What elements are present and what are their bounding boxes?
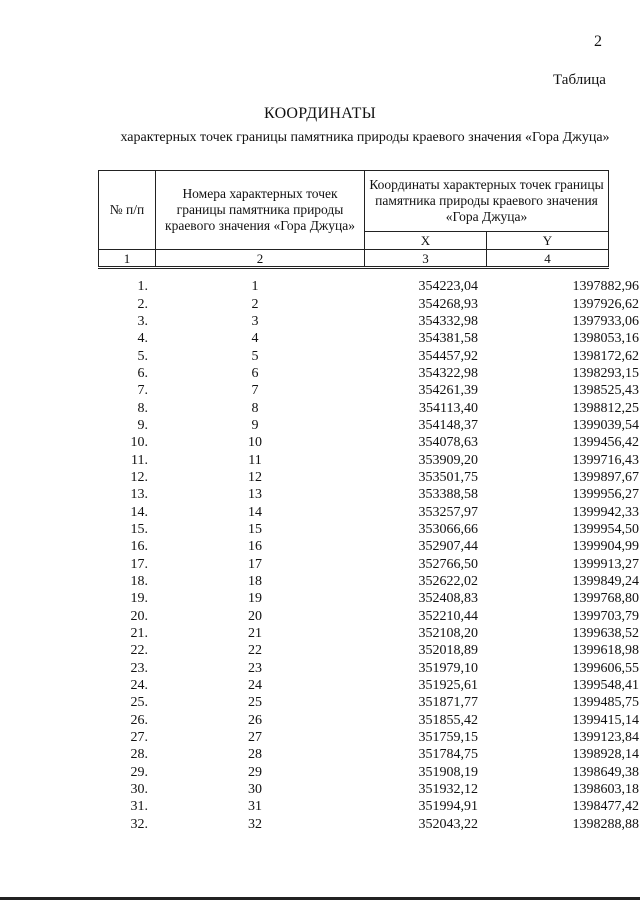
row-point-number: 16 — [248, 539, 262, 555]
row-point-number: 32 — [248, 816, 262, 832]
row-index: 17. — [130, 556, 148, 572]
table-row — [98, 590, 640, 607]
row-index: 21. — [130, 626, 148, 642]
row-index: 12. — [130, 469, 148, 485]
row-point-number: 19 — [248, 591, 262, 607]
table-row — [98, 521, 640, 538]
table-row — [98, 469, 640, 486]
row-index: 32. — [130, 816, 148, 832]
row-x-coordinate: 353501,75 — [418, 469, 478, 485]
row-x-coordinate: 352210,44 — [418, 608, 478, 624]
row-point-number: 21 — [248, 626, 262, 642]
row-y-coordinate: 1399897,67 — [572, 469, 639, 485]
row-x-coordinate: 352766,50 — [418, 556, 478, 572]
table-row — [98, 694, 640, 711]
row-point-number: 5 — [251, 348, 259, 364]
row-x-coordinate: 351759,15 — [418, 730, 478, 746]
row-x-coordinate: 351871,77 — [418, 695, 478, 711]
row-x-coordinate: 352622,02 — [418, 574, 478, 590]
row-y-coordinate: 1399849,24 — [572, 574, 639, 590]
row-index: 10. — [130, 435, 148, 451]
row-index: 20. — [130, 608, 148, 624]
table-row — [98, 573, 640, 590]
row-index: 24. — [130, 678, 148, 694]
row-index: 6. — [137, 365, 148, 381]
table-row — [98, 556, 640, 573]
table-row — [98, 764, 640, 781]
row-index: 23. — [130, 660, 148, 676]
row-point-number: 28 — [248, 747, 262, 763]
row-y-coordinate: 1399606,55 — [572, 660, 639, 676]
header-x: X — [365, 232, 487, 250]
row-y-coordinate: 1399703,79 — [572, 608, 639, 624]
row-index: 28. — [130, 747, 148, 763]
row-point-number: 17 — [248, 556, 262, 572]
header-y: Y — [487, 232, 609, 250]
row-index: 29. — [130, 764, 148, 780]
table-row — [98, 347, 640, 364]
row-point-number: 6 — [251, 365, 259, 381]
row-y-coordinate: 1399956,27 — [572, 487, 639, 503]
bottom-rule — [0, 897, 640, 900]
row-y-coordinate: 1399716,43 — [572, 452, 639, 468]
table-row — [98, 330, 640, 347]
row-y-coordinate: 1398649,38 — [572, 764, 639, 780]
row-y-coordinate: 1399618,98 — [572, 643, 639, 659]
row-y-coordinate: 1399039,54 — [572, 417, 639, 433]
row-x-coordinate: 351932,12 — [418, 782, 478, 798]
row-x-coordinate: 352018,89 — [418, 643, 478, 659]
header-coordinates: Координаты характерных точек границы памятника природы краевого значения «Гора Джуца» — [365, 171, 609, 232]
row-y-coordinate: 1399954,50 — [572, 521, 639, 537]
row-y-coordinate: 1399913,27 — [572, 556, 639, 572]
row-index: 9. — [137, 417, 148, 433]
table-row — [98, 503, 640, 520]
row-x-coordinate: 351855,42 — [418, 712, 478, 728]
row-y-coordinate: 1398525,43 — [572, 383, 639, 399]
row-y-coordinate: 1398477,42 — [572, 799, 639, 815]
row-x-coordinate: 354223,04 — [418, 279, 478, 295]
row-index: 27. — [130, 730, 148, 746]
row-y-coordinate: 1398812,25 — [572, 400, 639, 416]
row-x-coordinate: 354261,39 — [418, 383, 478, 399]
row-point-number: 3 — [251, 313, 259, 329]
row-y-coordinate: 1399123,84 — [572, 730, 639, 746]
row-point-number: 13 — [248, 487, 262, 503]
coordinates-table-body — [98, 278, 640, 833]
row-index: 14. — [130, 504, 148, 520]
row-index: 1. — [137, 279, 148, 295]
row-point-number: 30 — [248, 782, 262, 798]
row-y-coordinate: 1399638,52 — [572, 626, 639, 642]
table-row — [98, 486, 640, 503]
row-y-coordinate: 1397926,62 — [572, 296, 639, 312]
row-y-coordinate: 1399415,14 — [572, 712, 639, 728]
header-index: № п/п — [99, 171, 156, 250]
row-x-coordinate: 354322,98 — [418, 365, 478, 381]
row-index: 22. — [130, 643, 148, 659]
row-index: 15. — [130, 521, 148, 537]
row-y-coordinate: 1398928,14 — [572, 747, 639, 763]
row-y-coordinate: 1399485,75 — [572, 695, 639, 711]
row-point-number: 8 — [251, 400, 259, 416]
row-index: 31. — [130, 799, 148, 815]
row-point-number: 31 — [248, 799, 262, 815]
header-num-2: 2 — [156, 250, 365, 268]
row-y-coordinate: 1398053,16 — [572, 331, 639, 347]
table-row — [98, 365, 640, 382]
row-x-coordinate: 353388,58 — [418, 487, 478, 503]
row-index: 5. — [137, 348, 148, 364]
row-y-coordinate: 1397882,96 — [572, 279, 639, 295]
row-y-coordinate: 1399548,41 — [572, 678, 639, 694]
row-index: 7. — [137, 383, 148, 399]
row-x-coordinate: 351994,91 — [418, 799, 478, 815]
row-point-number: 23 — [248, 660, 262, 676]
row-point-number: 2 — [251, 296, 259, 312]
row-index: 2. — [137, 296, 148, 312]
row-y-coordinate: 1399768,80 — [572, 591, 639, 607]
document-subtitle: характерных точек границы памятника природы краевого значения «Гора Джуца» — [120, 130, 610, 145]
table-row — [98, 434, 640, 451]
table-row — [98, 295, 640, 312]
row-point-number: 26 — [248, 712, 262, 728]
table-row — [98, 313, 640, 330]
row-index: 8. — [137, 400, 148, 416]
row-point-number: 1 — [251, 279, 259, 295]
table-row — [98, 451, 640, 468]
row-index: 4. — [137, 331, 148, 347]
row-y-coordinate: 1399942,33 — [572, 504, 639, 520]
row-point-number: 18 — [248, 574, 262, 590]
table-row — [98, 538, 640, 555]
row-point-number: 15 — [248, 521, 262, 537]
table-row — [98, 816, 640, 833]
table-row — [98, 399, 640, 416]
row-y-coordinate: 1397933,06 — [572, 313, 639, 329]
document-title: КООРДИНАТЫ — [264, 105, 376, 122]
table-caption: Таблица — [553, 72, 606, 88]
row-x-coordinate: 354148,37 — [418, 417, 478, 433]
table-row — [98, 642, 640, 659]
row-x-coordinate: 353909,20 — [418, 452, 478, 468]
row-x-coordinate: 351925,61 — [418, 678, 478, 694]
row-index: 16. — [130, 539, 148, 555]
row-y-coordinate: 1398288,88 — [572, 816, 639, 832]
header-point-numbers: Номера характерных точек границы памятника природы краевого значения «Гора Джуца» — [156, 171, 365, 250]
row-point-number: 4 — [251, 331, 259, 347]
table-row — [98, 625, 640, 642]
row-x-coordinate: 354268,93 — [418, 296, 478, 312]
row-index: 13. — [130, 487, 148, 503]
row-point-number: 14 — [248, 504, 262, 520]
row-point-number: 25 — [248, 695, 262, 711]
header-num-4: 4 — [487, 250, 609, 268]
row-index: 26. — [130, 712, 148, 728]
row-y-coordinate: 1398172,62 — [572, 348, 639, 364]
row-index: 19. — [130, 591, 148, 607]
row-index: 11. — [131, 452, 148, 468]
row-x-coordinate: 351979,10 — [418, 660, 478, 676]
table-row — [98, 417, 640, 434]
row-point-number: 24 — [248, 678, 262, 694]
header-num-3: 3 — [365, 250, 487, 268]
table-row — [98, 278, 640, 295]
table-row — [98, 729, 640, 746]
row-point-number: 22 — [248, 643, 262, 659]
table-row — [98, 798, 640, 815]
row-x-coordinate: 351908,19 — [418, 764, 478, 780]
row-x-coordinate: 354078,63 — [418, 435, 478, 451]
row-index: 25. — [130, 695, 148, 711]
table-row — [98, 746, 640, 763]
row-index: 18. — [130, 574, 148, 590]
row-y-coordinate: 1398293,15 — [572, 365, 639, 381]
row-x-coordinate: 352108,20 — [418, 626, 478, 642]
row-x-coordinate: 354381,58 — [418, 331, 478, 347]
row-y-coordinate: 1399456,42 — [572, 435, 639, 451]
row-point-number: 20 — [248, 608, 262, 624]
row-point-number: 9 — [251, 417, 259, 433]
row-x-coordinate: 351784,75 — [418, 747, 478, 763]
row-x-coordinate: 353257,97 — [418, 504, 478, 520]
row-x-coordinate: 354332,98 — [418, 313, 478, 329]
row-index: 3. — [137, 313, 148, 329]
row-x-coordinate: 352043,22 — [418, 816, 478, 832]
table-row — [98, 382, 640, 399]
row-index: 30. — [130, 782, 148, 798]
table-row — [98, 781, 640, 798]
row-point-number: 11 — [248, 452, 262, 468]
table-row — [98, 712, 640, 729]
row-point-number: 27 — [248, 730, 262, 746]
row-point-number: 10 — [248, 435, 262, 451]
row-y-coordinate: 1399904,99 — [572, 539, 639, 555]
coordinates-table-header — [98, 170, 609, 269]
page-number: 2 — [594, 33, 602, 50]
row-x-coordinate: 354113,40 — [419, 400, 478, 416]
row-point-number: 29 — [248, 764, 262, 780]
table-row — [98, 660, 640, 677]
row-point-number: 12 — [248, 469, 262, 485]
row-x-coordinate: 352907,44 — [418, 539, 478, 555]
row-point-number: 7 — [251, 383, 259, 399]
header-num-1: 1 — [99, 250, 156, 268]
row-x-coordinate: 352408,83 — [418, 591, 478, 607]
row-y-coordinate: 1398603,18 — [572, 782, 639, 798]
row-x-coordinate: 354457,92 — [418, 348, 478, 364]
table-row — [98, 677, 640, 694]
row-x-coordinate: 353066,66 — [418, 521, 478, 537]
table-row — [98, 608, 640, 625]
